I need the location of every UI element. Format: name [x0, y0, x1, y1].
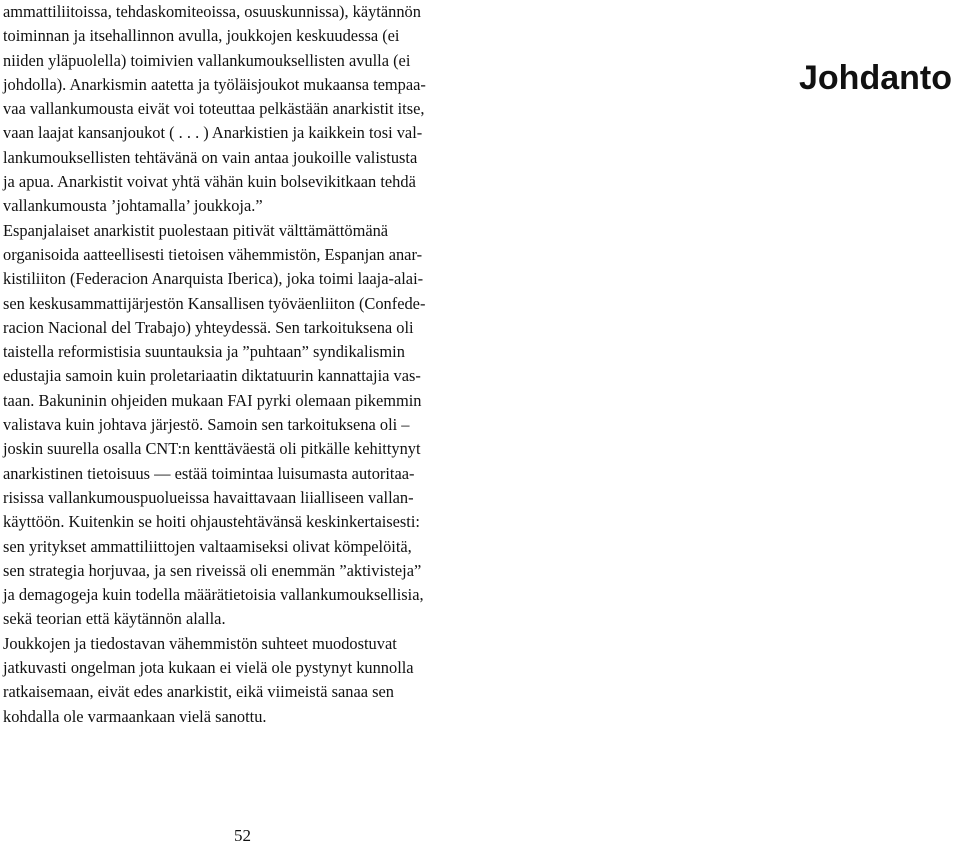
- text-line: lankumouksellisten tehtävänä on vain antaa joukoille valistusta: [3, 147, 418, 167]
- text-line: ammattiliitoissa, tehdaskomiteoissa, osuuskunnissa), käytännön: [3, 2, 421, 21]
- text-line: organisoida aatteellisesti tietoisen vähemmistön, Espanjan anar-: [3, 244, 423, 264]
- text-line: risissa vallankumouspuolueissa havaittavaan liialliseen vallan-: [3, 487, 414, 507]
- text-line: ja demagogeja kuin todella määrätietoisia vallankumouksellisia,: [3, 585, 424, 605]
- text-line: käyttöön. Kuitenkin se hoiti ohjaustehtävänsä keskinkertaisesti:: [3, 512, 420, 532]
- text-line: sen keskusammattijärjestön Kansallisen työväenliiton (Confede-: [3, 293, 426, 313]
- text-line: taan. Bakuninin ohjeiden mukaan FAI pyrki olemaan pikemmin: [3, 390, 422, 410]
- text-line: johdolla). Anarkismin aatetta ja työläisjoukot mukaansa tempaa-: [3, 74, 426, 94]
- text-line: edustajia samoin kuin proletariaatin diktatuurin kannattajia vas-: [3, 366, 421, 386]
- text-line: kistiliiton (Federacion Anarquista Iberica), joka toimi laaja-alai-: [3, 269, 424, 289]
- text-line: joskin suurella osalla CNT:n kenttäväestä oli pitkälle kehittynyt: [3, 439, 421, 459]
- text-line: anarkistinen tietoisuus — estää toimintaa luisumasta autoritaa-: [3, 463, 415, 483]
- text-line: ja apua. Anarkistit voivat yhtä vähän kuin bolsevikitkaan tehdä: [3, 172, 416, 192]
- text-line: vaa vallankumousta eivät voi toteuttaa pelkästään anarkistit itse,: [3, 99, 425, 119]
- text-line: racion Nacional del Trabajo) yhteydessä. Sen tarkoituksena oli: [3, 317, 414, 337]
- text-line: ratkaisemaan, eivät edes anarkistit, eikä viimeistä sanaa sen: [3, 682, 394, 702]
- text-line: vaan laajat kansanjoukot ( . . . ) Anarkistien ja kaikkein tosi val-: [3, 123, 423, 143]
- text-line: taistella reformistisia suuntauksia ja ”puhtaan” syndikalismin: [3, 342, 405, 362]
- text-line: toiminnan ja itsehallinnon avulla, joukkojen keskuudessa (ei: [3, 26, 400, 46]
- text-line: Joukkojen ja tiedostavan vähemmistön suhteet muodostuvat: [3, 633, 397, 653]
- text-line: niiden yläpuolella) toimivien vallankumouksellisten avulla (ei: [3, 50, 411, 70]
- body-text: [3, 0, 503, 729]
- text-line: Espanjalaiset anarkistit puolestaan pitivät välttämättömänä: [3, 220, 389, 240]
- text-line: vallankumousta ’johtamalla’ joukkoja.”: [3, 196, 263, 216]
- text-line: kohdalla ole varmaankaan vielä sanottu.: [3, 706, 267, 726]
- text-line: sen strategia horjuvaa, ja sen riveissä oli enemmän ”aktivisteja”: [3, 560, 422, 580]
- text-line: sekä teorian että käytännön alalla.: [3, 609, 226, 629]
- text-line: sen yritykset ammattiliittojen valtaamiseksi olivat kömpelöitä,: [3, 536, 412, 556]
- text-line: jatkuvasti ongelman jota kukaan ei vielä ole pystynyt kunnolla: [3, 658, 414, 678]
- text-line: valistava kuin johtava järjestö. Samoin sen tarkoituksena oli –: [3, 415, 410, 435]
- section-title: Johdanto: [799, 59, 952, 97]
- page-number: 52: [234, 826, 251, 845]
